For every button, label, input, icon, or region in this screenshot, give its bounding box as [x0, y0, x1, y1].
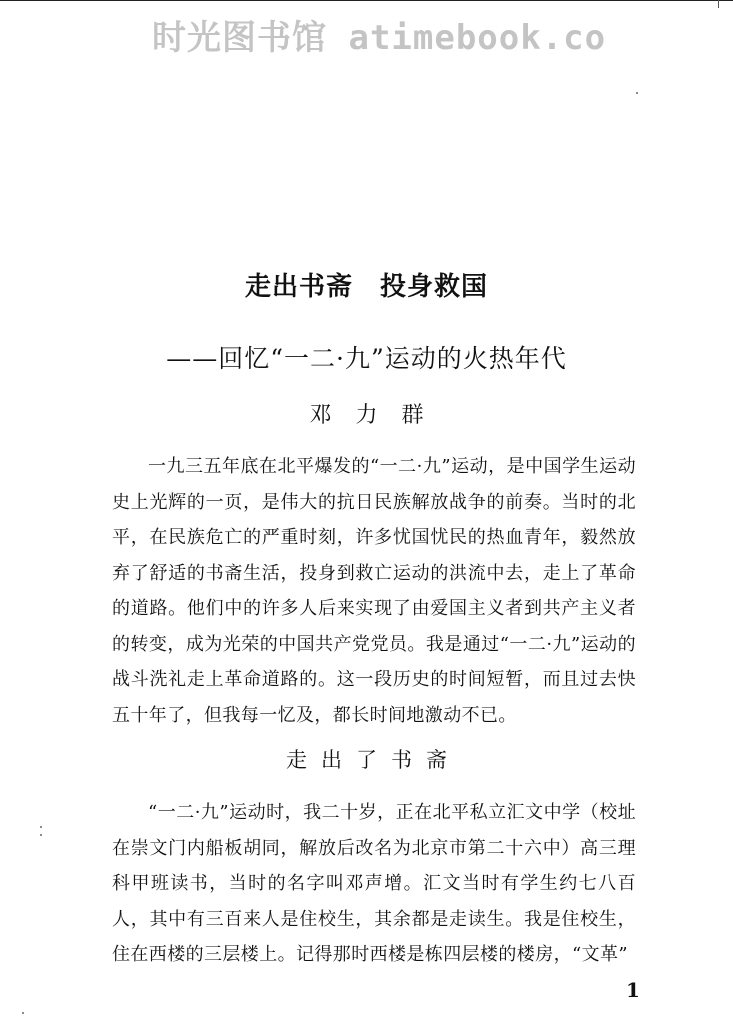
watermark: 时光图书馆 atimebook.co	[152, 18, 607, 58]
scan-speck	[40, 826, 42, 828]
article-subtitle: ——回忆“一二·九”运动的火热年代	[166, 344, 567, 373]
section-heading: 走出了书斋	[286, 748, 461, 772]
scan-speck	[636, 92, 638, 94]
intro-paragraph: 一九三五年底在北平爆发的“一二·九”运动，是中国学生运动史上光辉的一页，是伟大的抗日民族解放战争的前奏。当时的北平，在民族危亡的严重时刻，许多忧国忧民的热血青年，毅然放弃了舒适的书斋生活，投身到救亡运动的洪流中去，走上了革命的道路。他们中的许多人后来实现了由爱国主义者到共产主义者的转变，成为光荣的中国共产党党员。我是通过“一二·九”运动的战斗洗礼走上革命道路的。这一段历史的时间短暂，而且过去快五十年了，但我每一忆及，都长时间地激动不已。	[112, 456, 636, 726]
scan-speck	[22, 1012, 24, 1014]
author-name: 邓力群	[309, 403, 448, 428]
article-title: 走出书斋 投身救国	[244, 272, 488, 302]
top-border-line	[0, 0, 733, 1]
scan-speck	[40, 834, 42, 836]
corner-tick-mark	[718, 0, 719, 8]
section-paragraph: “一二·九”运动时，我二十岁，正在北平私立汇文中学（校址在崇文门内船板胡同，解放后改名为北京市第二十六中）高三理科甲班读书，当时的名字叫邓声增。汇文当时有学生约七八百人，其中有三百来人是住校生，其余都是走读生。我是住校生，住在西楼的三层楼上。记得那时西楼是栋四层楼的楼房，“文革”	[112, 802, 636, 965]
page-number: 1	[626, 978, 640, 1002]
